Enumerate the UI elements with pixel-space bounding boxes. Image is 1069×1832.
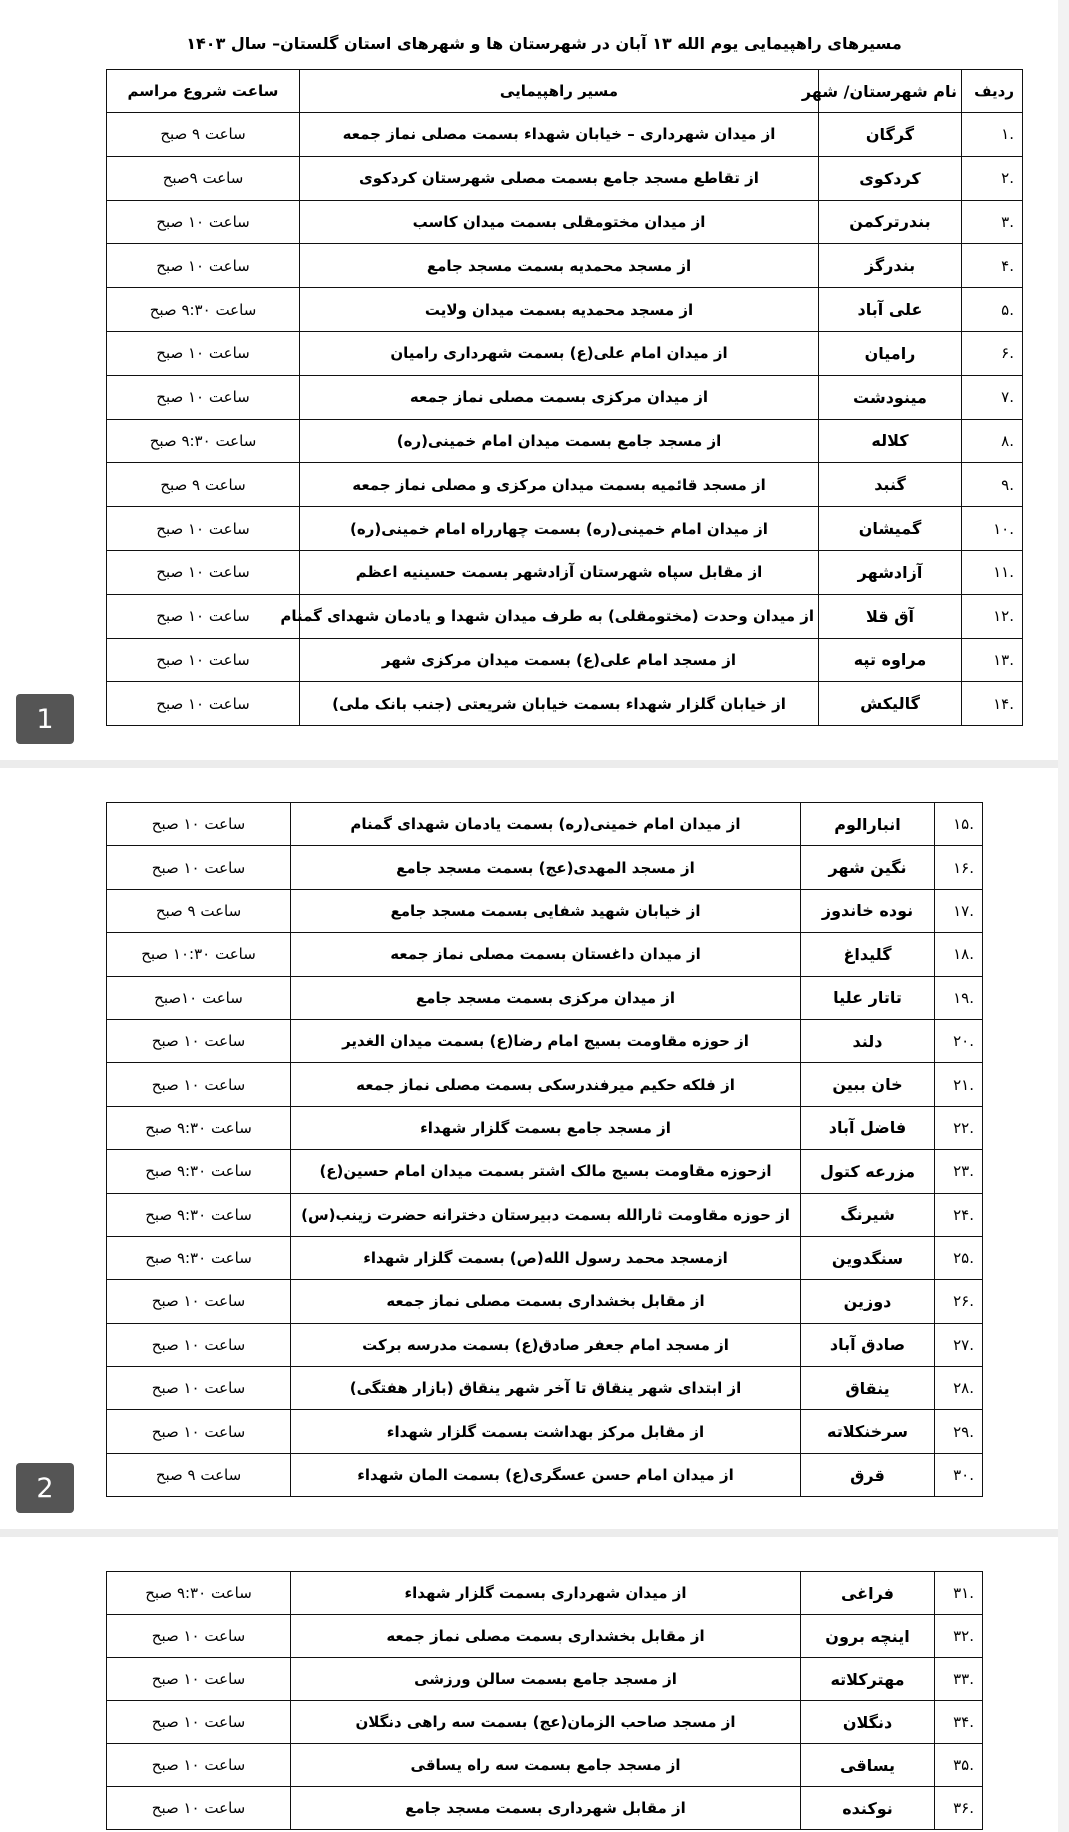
row-index: .۲۳ — [935, 1150, 983, 1193]
row-city: انبارالوم — [801, 803, 935, 846]
row-index: .۳۴ — [935, 1701, 983, 1744]
table-row — [107, 1193, 983, 1236]
row-city: شیرنگ — [801, 1193, 935, 1236]
row-index: .۸ — [962, 419, 1023, 463]
row-city: کلاله — [819, 419, 962, 463]
row-city: فاضل آباد — [801, 1106, 935, 1149]
row-time: ساعت ۹:۳۰ صبح — [107, 1106, 291, 1149]
table-row — [107, 156, 1023, 200]
document-page-3 — [0, 1537, 1058, 1832]
row-index: .۱ — [962, 113, 1023, 157]
row-route: از خیابان شهید شفایی بسمت مسجد جامع — [291, 889, 801, 932]
table-row — [107, 682, 1023, 726]
table-row — [107, 846, 983, 889]
row-city: بندرترکمن — [819, 200, 962, 244]
row-city: دنگلان — [801, 1701, 935, 1744]
table-row — [107, 803, 983, 846]
header-route: مسیر راهپیمایی — [300, 70, 819, 113]
row-time: ساعت ۹ صبح — [107, 889, 291, 932]
row-route: از میدان امام علی(ع) بسمت شهرداری رامیان — [300, 331, 819, 375]
row-index: .۱۳ — [962, 638, 1023, 682]
row-index: .۲۲ — [935, 1106, 983, 1149]
row-city: آق قلا — [819, 594, 962, 638]
row-route: از میدان امام حسن عسگری(ع) بسمت المان شهداء — [291, 1453, 801, 1496]
table-row — [107, 550, 1023, 594]
row-index: .۹ — [962, 463, 1023, 507]
row-time: ساعت ۱۰ صبح — [107, 1787, 291, 1830]
row-route: از ابتدای شهر ینقاق تا آخر شهر ینقاق (بازار هفتگی) — [291, 1367, 801, 1410]
row-index: .۱۰ — [962, 507, 1023, 551]
page-separator — [0, 1529, 1058, 1537]
row-time: ساعت ۱۰ صبح — [107, 200, 300, 244]
page-scroll-edge — [1058, 0, 1069, 1832]
row-route: از مقابل سپاه شهرستان آزادشهر بسمت حسینیه اعظم — [300, 550, 819, 594]
table-body — [107, 113, 1023, 726]
page-number-badge: 2 — [16, 1463, 74, 1513]
table-row — [107, 1280, 983, 1323]
row-index: .۲۹ — [935, 1410, 983, 1453]
row-index: .۷ — [962, 375, 1023, 419]
table-header-row — [107, 70, 1023, 113]
row-index: .۲۶ — [935, 1280, 983, 1323]
row-city: بندرگز — [819, 244, 962, 288]
document-page-1 — [0, 0, 1058, 760]
row-time: ساعت ۱۰ صبح — [107, 1280, 291, 1323]
row-time: ساعت ۱۰ صبح — [107, 244, 300, 288]
row-route: از مسجد جامع بسمت میدان امام خمینی(ره) — [300, 419, 819, 463]
row-time: ساعت ۹:۳۰ صبح — [107, 288, 300, 332]
row-time: ساعت ۱۰ صبح — [107, 1658, 291, 1701]
row-time: ساعت ۱۰ صبح — [107, 682, 300, 726]
row-time: ساعت ۹صبح — [107, 156, 300, 200]
table-row — [107, 1150, 983, 1193]
row-city: گلیداغ — [801, 933, 935, 976]
table-row — [107, 244, 1023, 288]
row-route: از حوزه مقاومت بسیج امام رضا(ع) بسمت میدان الغدیر — [291, 1019, 801, 1062]
table-row — [107, 1615, 983, 1658]
row-index: .۳۶ — [935, 1787, 983, 1830]
row-city: نوده خاندوز — [801, 889, 935, 932]
row-index: .۳۱ — [935, 1572, 983, 1615]
row-city: رامیان — [819, 331, 962, 375]
row-time: ساعت ۱۰ صبح — [107, 1615, 291, 1658]
row-route: از میدان داغستان بسمت مصلی نماز جمعه — [291, 933, 801, 976]
row-city: مهترکلاته — [801, 1658, 935, 1701]
row-index: .۴ — [962, 244, 1023, 288]
row-index: .۲ — [962, 156, 1023, 200]
row-route: از مسجد امام جعفر صادق(ع) بسمت مدرسه برکت — [291, 1323, 801, 1366]
row-index: .۲۰ — [935, 1019, 983, 1062]
row-city: نوکنده — [801, 1787, 935, 1830]
row-route: از میدان شهرداری بسمت گلزار شهداء — [291, 1572, 801, 1615]
row-index: .۱۷ — [935, 889, 983, 932]
row-city: قرق — [801, 1453, 935, 1496]
row-city: آزادشهر — [819, 550, 962, 594]
row-city: تاتار علیا — [801, 976, 935, 1019]
routes-table-3 — [106, 1571, 983, 1830]
row-index: .۱۱ — [962, 550, 1023, 594]
row-index: .۳۳ — [935, 1658, 983, 1701]
table-row — [107, 331, 1023, 375]
row-route: از میدان مختومقلی بسمت میدان کاسب — [300, 200, 819, 244]
row-time: ساعت ۹ صبح — [107, 463, 300, 507]
row-time: ساعت ۹:۳۰ صبح — [107, 1193, 291, 1236]
row-route: از مسجد محمدیه بسمت میدان ولایت — [300, 288, 819, 332]
table-row — [107, 1701, 983, 1744]
row-index: .۶ — [962, 331, 1023, 375]
row-route: از میدان مرکزی بسمت مسجد جامع — [291, 976, 801, 1019]
row-time: ساعت ۹:۳۰ صبح — [107, 1150, 291, 1193]
row-time: ساعت ۱۰ صبح — [107, 803, 291, 846]
row-time: ساعت ۱۰ صبح — [107, 1701, 291, 1744]
row-city: سنگدوین — [801, 1236, 935, 1279]
table-row — [107, 1572, 983, 1615]
row-route: از مسجد جامع بسمت سه راه یساقی — [291, 1744, 801, 1787]
table-row — [107, 1744, 983, 1787]
row-route: از حوزه مقاومت ثارالله بسمت دبیرستان دخترانه حضرت زینب(س) — [291, 1193, 801, 1236]
row-time: ساعت ۱۰ صبح — [107, 1367, 291, 1410]
document-title: مسیرهای راهپیمایی یوم الله ۱۳ آبان در شهرستان ها و شهرهای استان گلستان– سال ۱۴۰۳ — [186, 34, 902, 53]
row-route: از فلکه حکیم میرفندرسکی بسمت مصلی نماز جمعه — [291, 1063, 801, 1106]
row-index: .۳ — [962, 200, 1023, 244]
row-city: خان ببین — [801, 1063, 935, 1106]
row-route: از مقابل بخشداری بسمت مصلی نماز جمعه — [291, 1615, 801, 1658]
row-index: .۳۲ — [935, 1615, 983, 1658]
row-city: کردکوی — [819, 156, 962, 200]
row-city: گنبد — [819, 463, 962, 507]
table-row — [107, 1236, 983, 1279]
table-row — [107, 976, 983, 1019]
row-route: از میدان مرکزی بسمت مصلی نماز جمعه — [300, 375, 819, 419]
row-route: از مسجد جامع بسمت گلزار شهداء — [291, 1106, 801, 1149]
table-row — [107, 889, 983, 932]
table-row — [107, 1453, 983, 1496]
row-time: ساعت ۱۰ صبح — [107, 846, 291, 889]
row-index: .۱۲ — [962, 594, 1023, 638]
header-index: ردیف — [962, 70, 1023, 113]
row-city: یساقی — [801, 1744, 935, 1787]
row-index: .۳۰ — [935, 1453, 983, 1496]
row-route: از میدان امام خمینی(ره) بسمت یادمان شهدای گمنام — [291, 803, 801, 846]
row-city: نگین شهر — [801, 846, 935, 889]
table-row — [107, 200, 1023, 244]
row-index: .۳۵ — [935, 1744, 983, 1787]
table-body — [107, 1572, 983, 1830]
row-route: از مسجد قائمیه بسمت میدان مرکزی و مصلی نماز جمعه — [300, 463, 819, 507]
table-row — [107, 419, 1023, 463]
row-city: دوزین — [801, 1280, 935, 1323]
table-row — [107, 594, 1023, 638]
row-route: ازحوزه مقاومت بسیج مالک اشتر بسمت میدان امام حسین(ع) — [291, 1150, 801, 1193]
table-body — [107, 803, 983, 1497]
row-time: ساعت ۹:۳۰ صبح — [107, 1572, 291, 1615]
table-row — [107, 1106, 983, 1149]
row-time: ساعت ۱۰ صبح — [107, 507, 300, 551]
row-time: ساعت ۱۰ صبح — [107, 375, 300, 419]
table-row — [107, 1019, 983, 1062]
row-index: .۱۹ — [935, 976, 983, 1019]
row-time: ساعت ۱۰:۳۰ صبح — [107, 933, 291, 976]
row-index: .۲۸ — [935, 1367, 983, 1410]
table-row — [107, 463, 1023, 507]
table-row — [107, 288, 1023, 332]
row-time: ساعت ۱۰ صبح — [107, 1323, 291, 1366]
row-time: ساعت ۹:۳۰ صبح — [107, 1236, 291, 1279]
page-number-badge: 1 — [16, 694, 74, 744]
row-time: ساعت ۹ صبح — [107, 113, 300, 157]
table-row — [107, 1367, 983, 1410]
row-city: گرگان — [819, 113, 962, 157]
row-city: ینقاق — [801, 1367, 935, 1410]
row-time: ساعت ۱۰ صبح — [107, 594, 300, 638]
row-city: گالیکش — [819, 682, 962, 726]
row-city: گمیشان — [819, 507, 962, 551]
row-route: از میدان وحدت (مختومقلی) به طرف میدان شهدا و یادمان شهدای گمنام — [300, 594, 819, 638]
row-route: از میدان شهرداری – خیابان شهداء بسمت مصلی نماز جمعه — [300, 113, 819, 157]
row-route: از تقاطع مسجد جامع بسمت مصلی شهرستان کردکوی — [300, 156, 819, 200]
row-time: ساعت ۱۰ صبح — [107, 1744, 291, 1787]
header-time: ساعت شروع مراسم — [107, 70, 300, 113]
row-city: فراغی — [801, 1572, 935, 1615]
row-route: از مسجد امام علی(ع) بسمت میدان مرکزی شهر — [300, 638, 819, 682]
row-time: ساعت ۱۰ صبح — [107, 1410, 291, 1453]
row-city: علی آباد — [819, 288, 962, 332]
row-time: ساعت ۹:۳۰ صبح — [107, 419, 300, 463]
routes-table-2 — [106, 802, 983, 1497]
table-row — [107, 1323, 983, 1366]
header-city: نام شهرستان/ شهر — [819, 70, 962, 113]
row-time: ساعت ۱۰ صبح — [107, 550, 300, 594]
row-index: .۱۵ — [935, 803, 983, 846]
row-time: ساعت ۱۰ صبح — [107, 638, 300, 682]
table-row — [107, 1658, 983, 1701]
row-time: ساعت ۱۰صبح — [107, 976, 291, 1019]
row-index: .۵ — [962, 288, 1023, 332]
row-index: .۱۴ — [962, 682, 1023, 726]
row-city: دلند — [801, 1019, 935, 1062]
row-index: .۲۵ — [935, 1236, 983, 1279]
row-route: از مقابل شهرداری بسمت مسجد جامع — [291, 1787, 801, 1830]
row-time: ساعت ۱۰ صبح — [107, 1063, 291, 1106]
row-city: مینودشت — [819, 375, 962, 419]
page-separator — [0, 760, 1058, 768]
table-row — [107, 507, 1023, 551]
table-row — [107, 113, 1023, 157]
row-city: مراوه تپه — [819, 638, 962, 682]
row-index: .۱۶ — [935, 846, 983, 889]
row-index: .۱۸ — [935, 933, 983, 976]
table-row — [107, 1787, 983, 1830]
row-time: ساعت ۱۰ صبح — [107, 1019, 291, 1062]
row-time: ساعت ۹ صبح — [107, 1453, 291, 1496]
row-route: از مسجد جامع بسمت سالن ورزشی — [291, 1658, 801, 1701]
row-route: از مسجد المهدی(عج) بسمت مسجد جامع — [291, 846, 801, 889]
table-row — [107, 375, 1023, 419]
row-city: اینچه برون — [801, 1615, 935, 1658]
row-city: سرخنکلاته — [801, 1410, 935, 1453]
row-time: ساعت ۱۰ صبح — [107, 331, 300, 375]
table-row — [107, 1063, 983, 1106]
row-route: از مقابل بخشداری بسمت مصلی نماز جمعه — [291, 1280, 801, 1323]
row-city: صادق آباد — [801, 1323, 935, 1366]
row-index: .۲۱ — [935, 1063, 983, 1106]
row-index: .۲۴ — [935, 1193, 983, 1236]
row-route: از مقابل مرکز بهداشت بسمت گلزار شهداء — [291, 1410, 801, 1453]
routes-table-1 — [106, 69, 1023, 726]
row-route: از خیابان گلزار شهداء بسمت خیابان شریعتی (جنب بانک ملی) — [300, 682, 819, 726]
row-index: .۲۷ — [935, 1323, 983, 1366]
table-row — [107, 933, 983, 976]
row-city: مزرعه کتول — [801, 1150, 935, 1193]
row-route: ازمسجد محمد رسول الله(ص) بسمت گلزار شهداء — [291, 1236, 801, 1279]
row-route: از مسجد محمدیه بسمت مسجد جامع — [300, 244, 819, 288]
table-row — [107, 638, 1023, 682]
row-route: از مسجد صاحب الزمان(عج) بسمت سه راهی دنگلان — [291, 1701, 801, 1744]
document-page-2 — [0, 768, 1058, 1528]
table-row — [107, 1410, 983, 1453]
row-route: از میدان امام خمینی(ره) بسمت چهارراه امام خمینی(ره) — [300, 507, 819, 551]
